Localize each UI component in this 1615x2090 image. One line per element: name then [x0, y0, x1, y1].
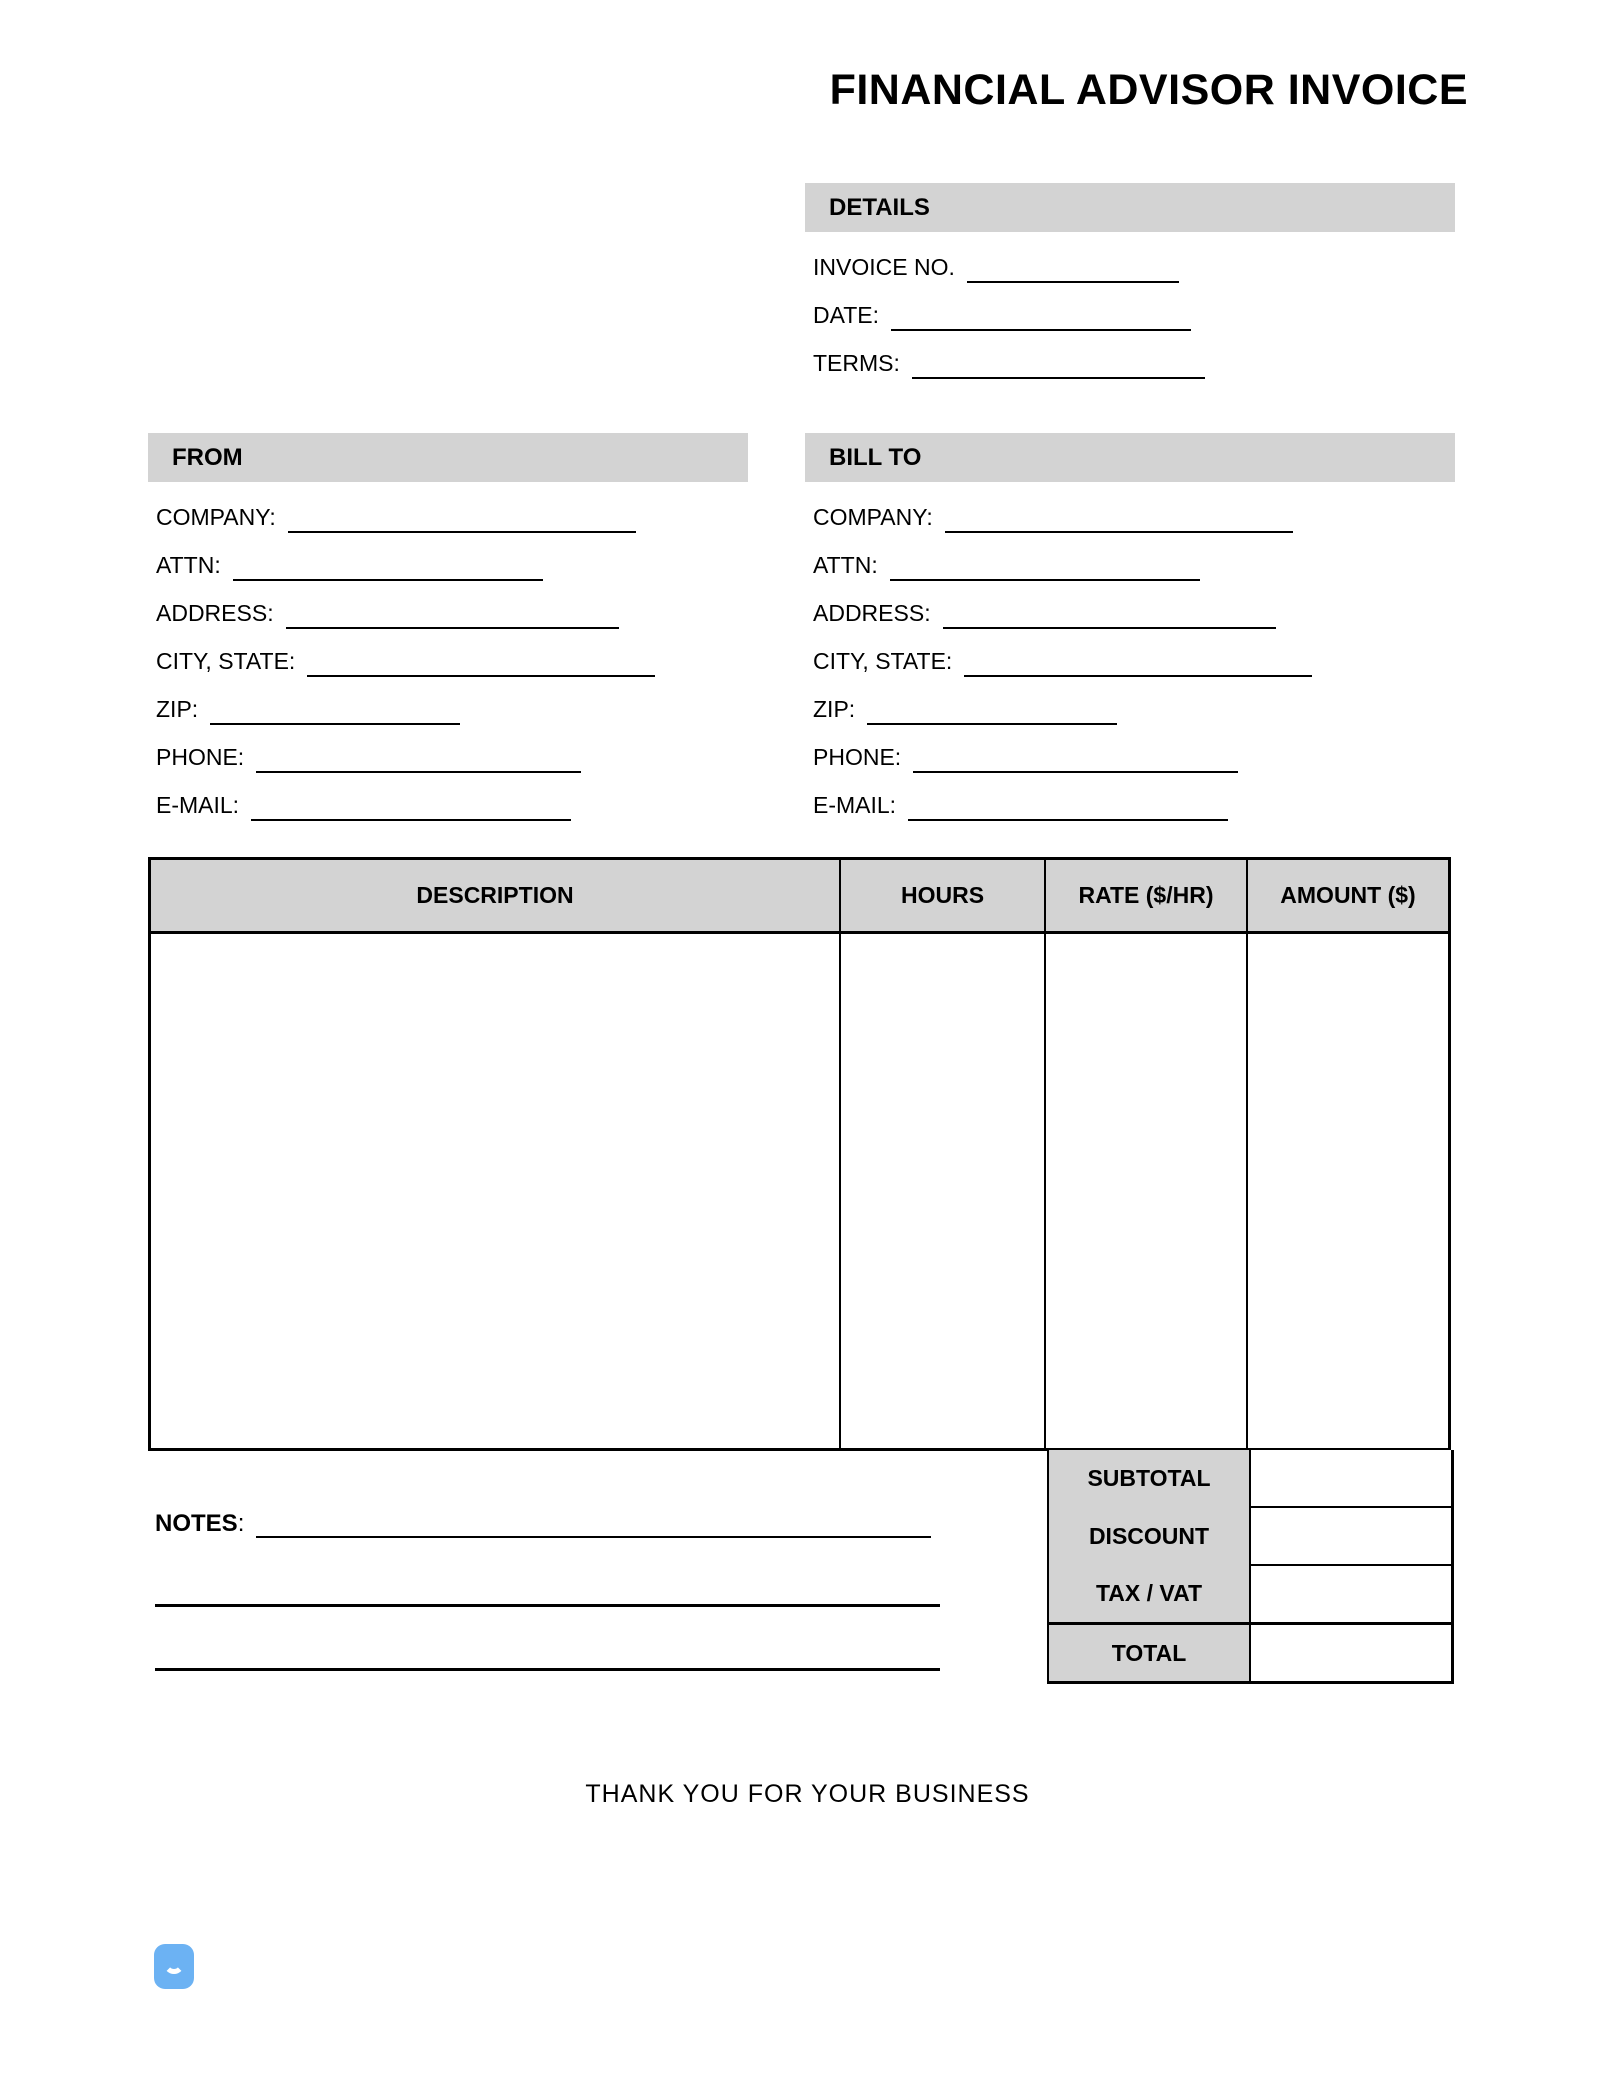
- item-hours-cell[interactable]: [840, 933, 1045, 1450]
- total-row: [1048, 1624, 1453, 1683]
- bill-to-zip-label: ZIP:: [813, 695, 856, 722]
- items-table-body-row: [150, 933, 1450, 1450]
- item-amount-cell[interactable]: [1247, 933, 1450, 1450]
- bill-to-phone-field: [805, 725, 1455, 773]
- bill-to-phone-label: PHONE:: [813, 743, 902, 770]
- discount-value-cell[interactable]: [1250, 1507, 1453, 1565]
- item-rate-cell[interactable]: [1045, 933, 1247, 1450]
- notes-blank-line-1[interactable]: [256, 1506, 931, 1538]
- bill-to-attn-field: [805, 533, 1455, 581]
- bill-to-attn-label: ATTN:: [813, 551, 878, 578]
- tax-vat-value-cell[interactable]: [1250, 1565, 1453, 1624]
- from-section: [148, 433, 748, 821]
- bill-to-section: [805, 433, 1455, 821]
- date-label: DATE:: [813, 301, 880, 328]
- invoice-no-field: [805, 235, 1455, 283]
- invoice-no-label: INVOICE NO.: [813, 253, 955, 280]
- from-zip-label: ZIP:: [156, 695, 199, 722]
- smile-glyph: [164, 1953, 185, 1974]
- bill-to-address-field: [805, 581, 1455, 629]
- from-address-label: ADDRESS:: [156, 599, 274, 626]
- items-table: [148, 857, 1451, 1451]
- notes-label: NOTES: [155, 1510, 238, 1537]
- details-section-header: DETAILS: [805, 183, 1455, 232]
- bill-to-address-label: ADDRESS:: [813, 599, 931, 626]
- from-company-field: [148, 485, 748, 533]
- bill-to-fields: [805, 482, 1455, 821]
- total-label: TOTAL: [1048, 1624, 1250, 1683]
- page-title: FINANCIAL ADVISOR INVOICE: [829, 66, 1468, 114]
- bill-to-attn-blank[interactable]: [890, 553, 1200, 581]
- from-email-label: E-MAIL:: [156, 791, 240, 818]
- from-address-field: [148, 581, 748, 629]
- from-city-state-field: [148, 629, 748, 677]
- from-attn-field: [148, 533, 748, 581]
- from-company-label: COMPANY:: [156, 503, 276, 530]
- discount-row: [1048, 1507, 1453, 1565]
- invoice-no-blank[interactable]: [967, 255, 1179, 283]
- subtotal-label: SUBTOTAL: [1048, 1450, 1250, 1507]
- from-fields: [148, 482, 748, 821]
- from-phone-blank[interactable]: [256, 745, 581, 773]
- subtotal-row: [1048, 1450, 1453, 1507]
- tax-vat-row: [1048, 1565, 1453, 1624]
- date-field: [805, 283, 1455, 331]
- from-phone-field: [148, 725, 748, 773]
- details-section: [805, 183, 1455, 379]
- bill-to-city-state-label: CITY, STATE:: [813, 647, 953, 674]
- bill-to-phone-blank[interactable]: [913, 745, 1238, 773]
- from-phone-label: PHONE:: [156, 743, 245, 770]
- totals-table: [1047, 1450, 1454, 1684]
- notes-colon: :: [237, 1510, 245, 1537]
- bill-to-company-label: COMPANY:: [813, 503, 933, 530]
- bill-to-email-label: E-MAIL:: [813, 791, 897, 818]
- from-zip-field: [148, 677, 748, 725]
- subtotal-value-cell[interactable]: [1250, 1450, 1453, 1507]
- tax-vat-label: TAX / VAT: [1048, 1565, 1250, 1624]
- hours-column-header: HOURS: [840, 859, 1045, 933]
- from-city-state-blank[interactable]: [307, 649, 655, 677]
- smile-app-icon: [154, 1944, 194, 1989]
- amount-column-header: AMOUNT ($): [1247, 859, 1450, 933]
- terms-blank[interactable]: [912, 351, 1205, 379]
- notes-blank-line-2[interactable]: [155, 1604, 940, 1607]
- bill-to-company-field: [805, 485, 1455, 533]
- bill-to-email-field: [805, 773, 1455, 821]
- terms-label: TERMS:: [813, 349, 900, 376]
- notes-blank-line-3[interactable]: [155, 1668, 940, 1671]
- bill-to-zip-blank[interactable]: [867, 697, 1117, 725]
- bill-to-address-blank[interactable]: [943, 601, 1276, 629]
- details-fields: [805, 232, 1455, 379]
- discount-label: DISCOUNT: [1048, 1507, 1250, 1565]
- items-table-header-row: [150, 859, 1450, 933]
- bill-to-section-header: BILL TO: [805, 433, 1455, 482]
- from-company-blank[interactable]: [288, 505, 636, 533]
- item-description-cell[interactable]: [150, 933, 841, 1450]
- bill-to-zip-field: [805, 677, 1455, 725]
- rate-column-header: RATE ($/HR): [1045, 859, 1247, 933]
- from-section-header: FROM: [148, 433, 748, 482]
- from-email-blank[interactable]: [251, 793, 571, 821]
- bill-to-city-state-field: [805, 629, 1455, 677]
- from-attn-blank[interactable]: [233, 553, 543, 581]
- from-email-field: [148, 773, 748, 821]
- from-city-state-label: CITY, STATE:: [156, 647, 296, 674]
- bill-to-company-blank[interactable]: [945, 505, 1293, 533]
- thank-you-message: THANK YOU FOR YOUR BUSINESS: [585, 1780, 1030, 1808]
- total-value-cell[interactable]: [1250, 1624, 1453, 1683]
- from-zip-blank[interactable]: [210, 697, 460, 725]
- notes-field: [155, 1506, 931, 1538]
- from-address-blank[interactable]: [286, 601, 619, 629]
- date-blank[interactable]: [891, 303, 1191, 331]
- description-column-header: DESCRIPTION: [150, 859, 841, 933]
- terms-field: [805, 331, 1455, 379]
- from-attn-label: ATTN:: [156, 551, 221, 578]
- bill-to-email-blank[interactable]: [908, 793, 1228, 821]
- bill-to-city-state-blank[interactable]: [964, 649, 1312, 677]
